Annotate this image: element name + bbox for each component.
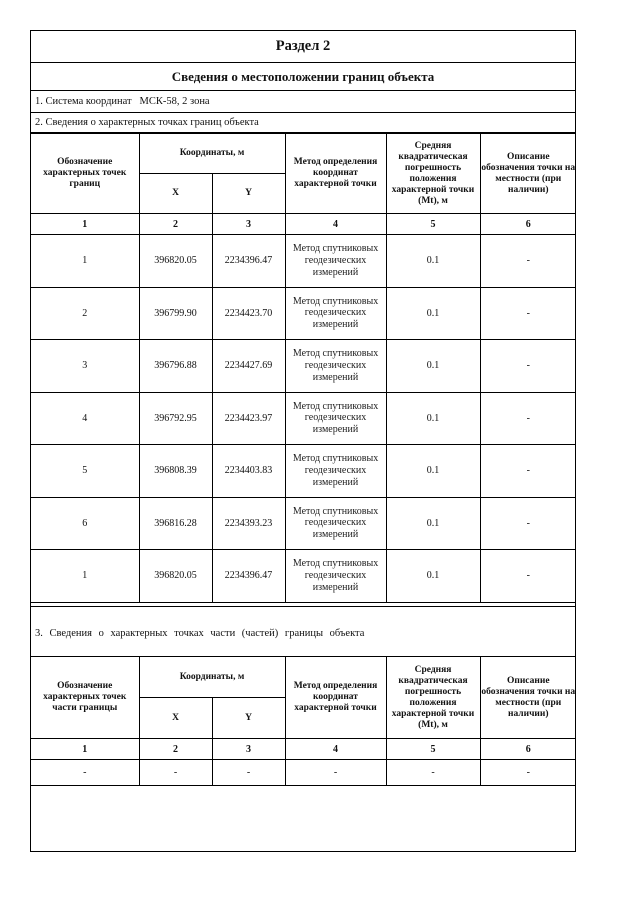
header-x: X bbox=[139, 174, 212, 214]
table-row bbox=[31, 392, 576, 445]
section-title: Раздел 2 bbox=[31, 31, 575, 63]
method: Метод спутниковых геодезических измерений bbox=[285, 550, 386, 603]
point-number: - bbox=[31, 760, 139, 786]
description: - bbox=[480, 392, 576, 445]
header-accuracy: Средняя квадратическая погрешность положения характерной точки (Mt), м bbox=[386, 657, 480, 739]
header-designation: Обозначение характерных точек границ bbox=[31, 134, 139, 214]
points-table bbox=[31, 133, 576, 603]
accuracy: 0.1 bbox=[386, 445, 480, 498]
header-coordinates: Координаты, м bbox=[139, 657, 285, 698]
column-number: 6 bbox=[480, 214, 576, 235]
coordinate-y: 2234403.83 bbox=[212, 445, 285, 498]
column-number: 5 bbox=[386, 214, 480, 235]
coordinate-y: 2234427.69 bbox=[212, 340, 285, 393]
coordinate-x: 396820.05 bbox=[139, 235, 212, 288]
table-row bbox=[31, 235, 576, 288]
column-number: 1 bbox=[31, 214, 139, 235]
table-row bbox=[31, 340, 576, 393]
column-number: 6 bbox=[480, 739, 576, 760]
accuracy: 0.1 bbox=[386, 235, 480, 288]
method: Метод спутниковых геодезических измерений bbox=[285, 497, 386, 550]
table-row bbox=[31, 287, 576, 340]
header-method: Метод определения координат характерной точки bbox=[285, 134, 386, 214]
coordinate-x: - bbox=[139, 760, 212, 786]
method: - bbox=[285, 760, 386, 786]
header-description: Описание обозначения точки на местности (при наличии) bbox=[480, 134, 576, 214]
document-frame bbox=[30, 30, 576, 852]
description: - bbox=[480, 340, 576, 393]
column-number: 2 bbox=[139, 214, 212, 235]
header-description: Описание обозначения точки на местности (при наличии) bbox=[480, 657, 576, 739]
coordinate-y: 2234396.47 bbox=[212, 550, 285, 603]
coordinate-y: 2234423.97 bbox=[212, 392, 285, 445]
column-number: 4 bbox=[285, 214, 386, 235]
description: - bbox=[480, 760, 576, 786]
table-row bbox=[31, 445, 576, 498]
column-number: 1 bbox=[31, 739, 139, 760]
method: Метод спутниковых геодезических измерений bbox=[285, 287, 386, 340]
description: - bbox=[480, 550, 576, 603]
points-section-caption: 2. Сведения о характерных точках границ объекта bbox=[31, 113, 575, 133]
table-row bbox=[31, 760, 576, 786]
header-x: X bbox=[139, 698, 212, 739]
point-number: 2 bbox=[31, 287, 139, 340]
header-method: Метод определения координат характерной точки bbox=[285, 657, 386, 739]
column-number: 2 bbox=[139, 739, 212, 760]
point-number: 1 bbox=[31, 550, 139, 603]
accuracy: - bbox=[386, 760, 480, 786]
point-number: 6 bbox=[31, 497, 139, 550]
coordinate-y: 2234396.47 bbox=[212, 235, 285, 288]
coordinate-x: 396796.88 bbox=[139, 340, 212, 393]
description: - bbox=[480, 235, 576, 288]
method: Метод спутниковых геодезических измерений bbox=[285, 235, 386, 288]
point-number: 3 bbox=[31, 340, 139, 393]
accuracy: 0.1 bbox=[386, 497, 480, 550]
column-number-row bbox=[31, 739, 576, 760]
column-number: 5 bbox=[386, 739, 480, 760]
table-row bbox=[31, 550, 576, 603]
accuracy: 0.1 bbox=[386, 340, 480, 393]
header-accuracy: Средняя квадратическая погрешность положения характерной точки (Mt), м bbox=[386, 134, 480, 214]
accuracy: 0.1 bbox=[386, 287, 480, 340]
document-title: Сведения о местоположении границ объекта bbox=[31, 63, 575, 91]
coordinate-system-line bbox=[31, 91, 575, 113]
description: - bbox=[480, 497, 576, 550]
method: Метод спутниковых геодезических измерений bbox=[285, 392, 386, 445]
accuracy: 0.1 bbox=[386, 550, 480, 603]
coordinate-x: 396792.95 bbox=[139, 392, 212, 445]
coordinate-x: 396799.90 bbox=[139, 287, 212, 340]
column-number: 4 bbox=[285, 739, 386, 760]
column-number-row bbox=[31, 214, 576, 235]
coordinate-x: 396820.05 bbox=[139, 550, 212, 603]
coordinate-system-label: 1. Система координат bbox=[35, 96, 132, 107]
coordinate-y: - bbox=[212, 760, 285, 786]
method: Метод спутниковых геодезических измерений bbox=[285, 340, 386, 393]
coordinate-x: 396808.39 bbox=[139, 445, 212, 498]
coordinate-system-value: МСК-58, 2 зона bbox=[139, 96, 210, 107]
header-designation: Обозначение характерных точек части границы bbox=[31, 657, 139, 739]
accuracy: 0.1 bbox=[386, 392, 480, 445]
description: - bbox=[480, 287, 576, 340]
header-coordinates: Координаты, м bbox=[139, 134, 285, 174]
column-number: 3 bbox=[212, 739, 285, 760]
parts-section-caption: 3. Сведения о характерных точках части (частей) границы объекта bbox=[31, 606, 575, 656]
point-number: 5 bbox=[31, 445, 139, 498]
coordinate-y: 2234393.23 bbox=[212, 497, 285, 550]
method: Метод спутниковых геодезических измерений bbox=[285, 445, 386, 498]
point-number: 4 bbox=[31, 392, 139, 445]
coordinate-y: 2234423.70 bbox=[212, 287, 285, 340]
point-number: 1 bbox=[31, 235, 139, 288]
description: - bbox=[480, 445, 576, 498]
header-y: Y bbox=[212, 698, 285, 739]
column-number: 3 bbox=[212, 214, 285, 235]
table-row bbox=[31, 497, 576, 550]
header-y: Y bbox=[212, 174, 285, 214]
coordinate-x: 396816.28 bbox=[139, 497, 212, 550]
parts-table bbox=[31, 656, 576, 786]
